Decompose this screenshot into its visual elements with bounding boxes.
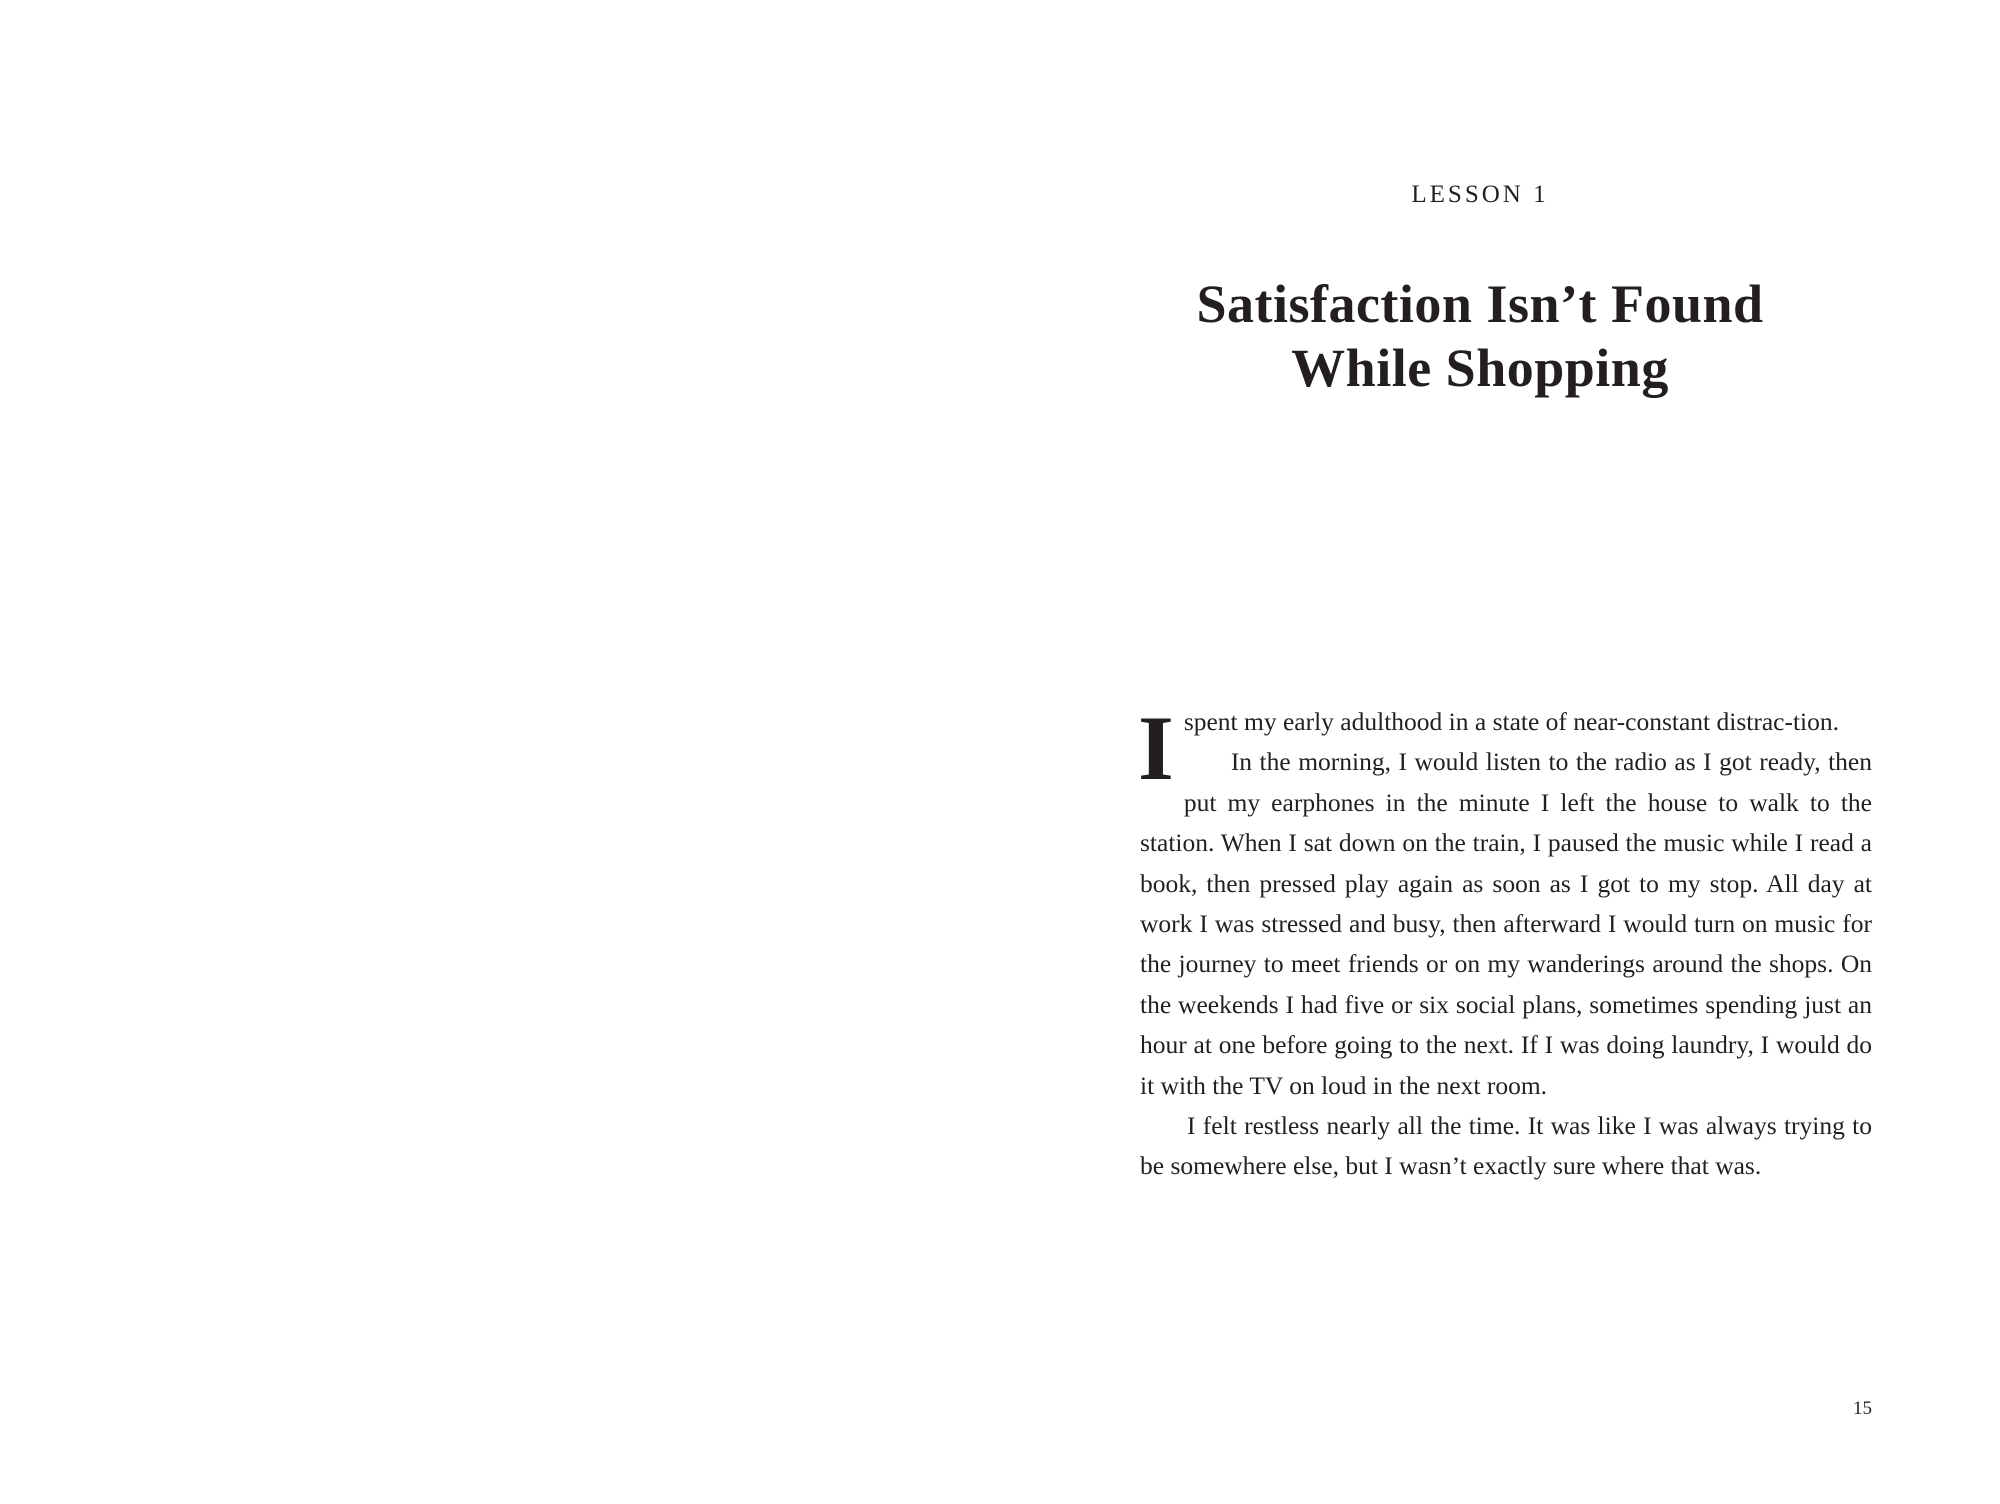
page-number: 15: [1853, 1398, 1872, 1419]
paragraph-3: I felt restless nearly all the time. It was like I was always trying to be somewhere else, but I wasn’t exactly sure where that was.: [1140, 1111, 1872, 1181]
chapter-title: [1090, 272, 1870, 400]
paragraph-1: [1138, 697, 1872, 799]
chapter-title-line-2: While Shopping: [1291, 338, 1669, 398]
body-text: [1138, 697, 1872, 1187]
chapter-title-line-1: Satisfaction Isn’t Found: [1196, 274, 1764, 334]
paragraph-2: In the morning, I would listen to the radio as I got ready, then put my earphones in the minute I left the house to walk to the station. When I sat down on the train, I paused the music while I read a book, then pressed play again as soon as I got to my stop. All day at work I was stressed and busy, then afterward I would turn on music for the journey to meet friends or on my wanderings around the shops. On the weekends I had five or six social plans, sometimes spending just an hour at one before going to the next. If I was doing laundry, I would do it with the TV on loud in the next room.: [1140, 747, 1872, 1100]
paragraph-1-text: spent my early adulthood in a state of near-constant distrac-tion.: [1183, 707, 1840, 736]
drop-cap: I: [1138, 697, 1174, 799]
lesson-label: LESSON 1: [1411, 181, 1549, 208]
